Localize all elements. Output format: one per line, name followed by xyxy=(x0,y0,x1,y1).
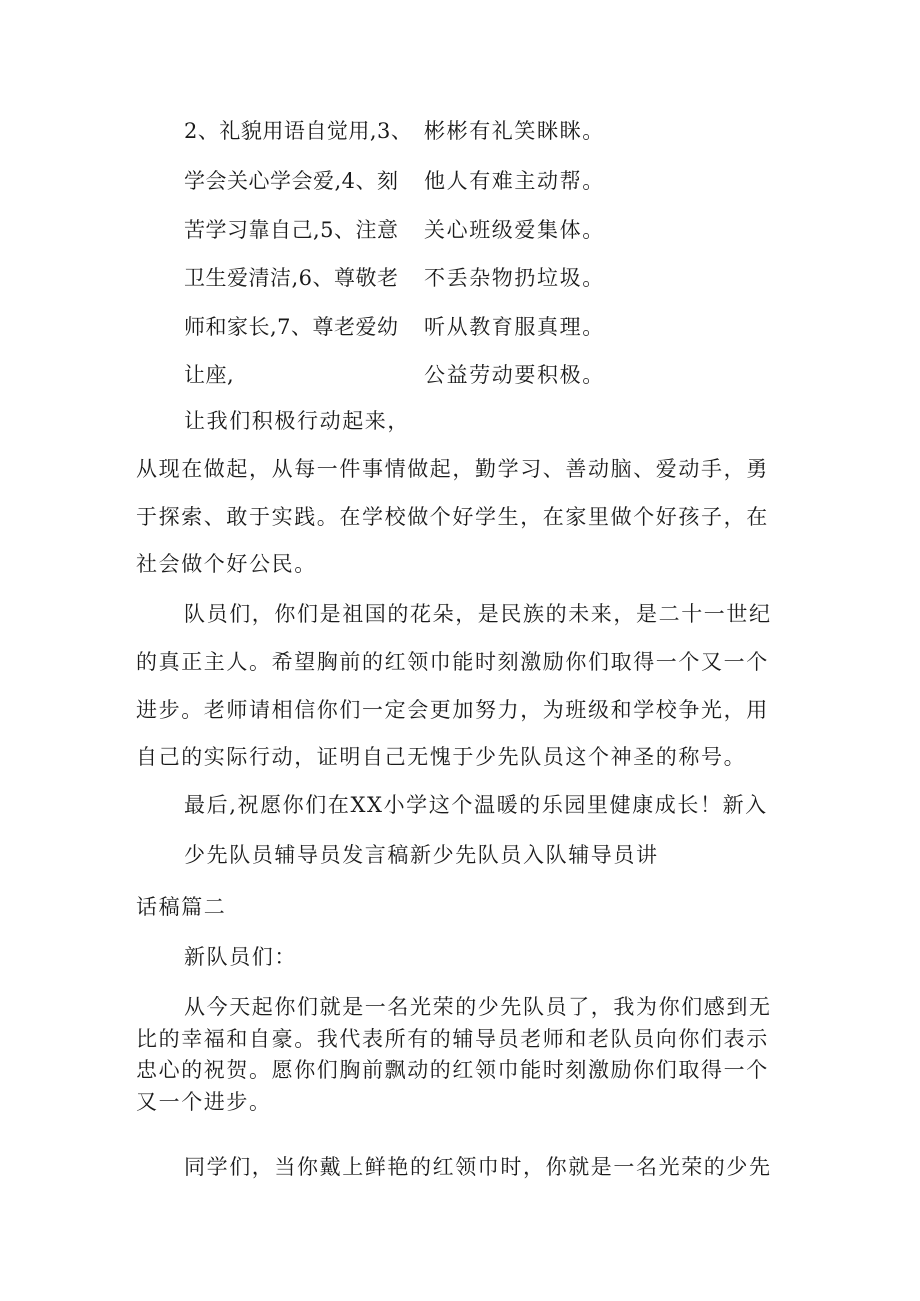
rule-line-1-right: 彬彬有礼笑眯眯。 xyxy=(424,119,605,143)
paragraph-line: 从现在做起，从每一件事情做起，勤学习、善动脑、爱动手，勇 xyxy=(136,457,769,481)
paragraph-line: 忠心的祝贺。愿你们胸前飘动的红领巾能时刻激励你们取得一个 xyxy=(136,1058,769,1082)
rule-line-6-left: 让座, xyxy=(184,363,235,387)
rule-line-6-right: 公益劳动要积极。 xyxy=(424,363,605,387)
paragraph-line: 让我们积极行动起来， xyxy=(184,409,410,433)
rule-line-3-left: 苦学习靠自己,5、注意 xyxy=(184,218,399,242)
paragraph-line: 比的幸福和自豪。我代表所有的辅导员老师和老队员向你们表示 xyxy=(136,1027,769,1051)
rule-line-3-right: 关心班级爱集体。 xyxy=(424,218,605,242)
paragraph-line: 队员们，你们是祖国的花朵，是民族的未来，是二十一世纪 xyxy=(184,602,772,626)
salutation: 新队员们： xyxy=(184,945,297,969)
rule-line-2-right: 他人有难主动帮。 xyxy=(424,169,605,193)
paragraph-line: 同学们，当你戴上鲜艳的红领巾时，你就是一名光荣的少先 xyxy=(184,1155,772,1179)
paragraph-line: 最后,祝愿你们在XX小学这个温暖的乐园里健康成长！新入 xyxy=(184,793,768,817)
rule-line-5-left: 师和家长,7、尊老爱幼 xyxy=(184,315,399,339)
rule-line-1-left: 2、礼貌用语自觉用,3、 xyxy=(184,119,413,143)
paragraph-line: 少先队员辅导员发言稿新少先队员入队辅导员讲 xyxy=(184,843,659,867)
paragraph-line: 的真正主人。希望胸前的红领巾能时刻激励你们取得一个又一个 xyxy=(136,650,769,674)
rule-line-5-right: 听从教育服真理。 xyxy=(424,315,605,339)
paragraph-line: 于探索、敢于实践。在学校做个好学生，在家里做个好孩子，在 xyxy=(136,505,769,529)
section-heading: 话稿篇二 xyxy=(136,895,227,919)
paragraph-line: 又一个进步。 xyxy=(136,1090,272,1114)
rule-line-4-left: 卫生爱清洁,6、尊敬老 xyxy=(184,266,399,290)
paragraph-line: 社会做个好公民。 xyxy=(136,552,317,576)
rule-line-2-left: 学会关心学会爱,4、刻 xyxy=(184,169,399,193)
paragraph-line: 从今天起你们就是一名光荣的少先队员了，我为你们感到无 xyxy=(184,995,772,1019)
paragraph-line: 进步。老师请相信你们一定会更加努力，为班级和学校争光，用 xyxy=(136,698,769,722)
paragraph-line: 自己的实际行动，证明自己无愧于少先队员这个神圣的称号。 xyxy=(136,745,747,769)
rule-line-4-right: 不丢杂物扔垃圾。 xyxy=(424,266,605,290)
